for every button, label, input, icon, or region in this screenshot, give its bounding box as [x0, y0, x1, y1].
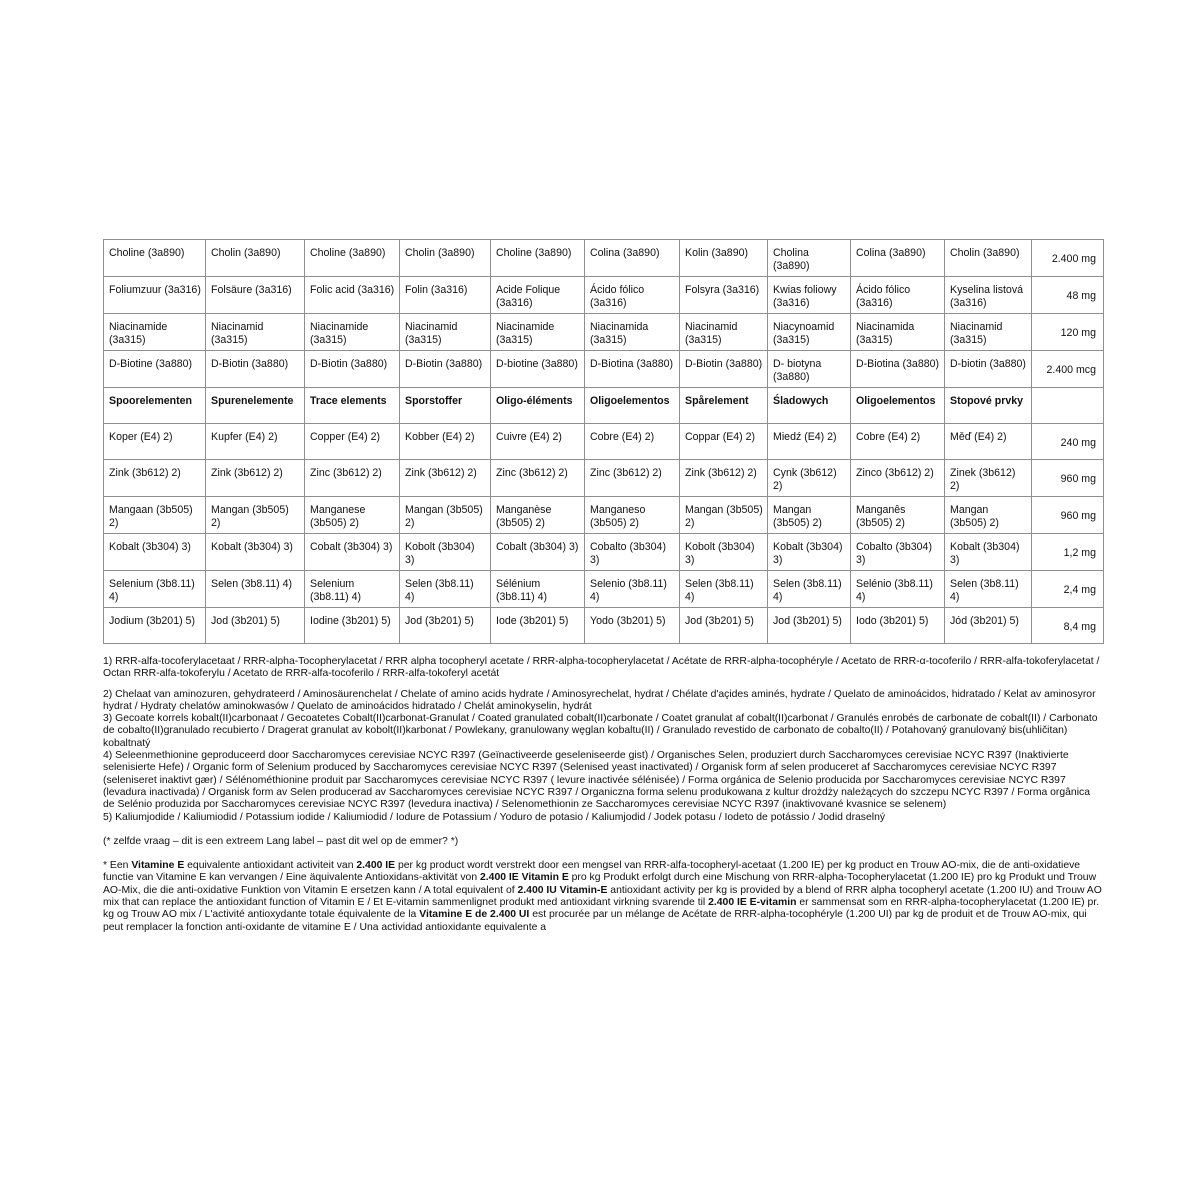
table-cell: Zinek (3b612) 2) — [945, 460, 1032, 497]
table-cell: Selenium (3b8.11) 4) — [305, 571, 400, 608]
table-row — [104, 571, 1104, 608]
table-cell: Choline (3a890) — [305, 240, 400, 277]
vitamin-e-note-emphasis: 2.400 IE Vitamin E — [480, 872, 569, 884]
table-cell: Selen (3b8.11) 4) — [680, 571, 768, 608]
table-row — [104, 277, 1104, 314]
table-cell: Zinc (3b612) 2) — [305, 460, 400, 497]
table-cell: Foliumzuur (3a316) — [104, 277, 206, 314]
table-cell: Cholin (3a890) — [206, 240, 305, 277]
table-cell: D-biotin (3a880) — [945, 351, 1032, 388]
vitamin-e-note-text: est procurée par un mélange de Acétate de RRR-alpha-tocophéryle (1.200 UI) par kg de produit et de Trouw AO-mix, qui peut remplacer la fonction anti-oxidante de vitamine E / Una actividad antioxidante equivalente a — [103, 909, 1087, 933]
table-cell: Manganeso (3b505) 2) — [585, 497, 680, 534]
vitamin-e-note-emphasis: Vitamine E — [131, 860, 185, 872]
vitamin-e-note-emphasis: 2.400 IU Vitamin-E — [517, 884, 608, 896]
amount-cell: 120 mg — [1032, 314, 1104, 351]
table-cell: Cobalto (3b304) 3) — [851, 534, 945, 571]
table-cell: Acide Folique (3a316) — [491, 277, 585, 314]
table-cell: Jod (3b201) 5) — [206, 608, 305, 644]
table-cell: Zinc (3b612) 2) — [585, 460, 680, 497]
vitamin-e-note — [103, 860, 1103, 934]
table-cell: Mangaan (3b505) 2) — [104, 497, 206, 534]
table-cell: Sélénium (3b8.11) 4) — [491, 571, 585, 608]
footnotes — [103, 656, 1103, 934]
table-cell: Cobre (E4) 2) — [585, 424, 680, 460]
table-cell: Iodo (3b201) 5) — [851, 608, 945, 644]
footnote-1: 1) RRR-alfa-tocoferylacetaat / RRR-alpha-Tocopherylacetat / RRR alpha tocopheryl acetate / RRR-alpha-tocopherylacetat / Acétate de RRR-alpha-tocophéryle / Acetato de RRR-α-tocoferilo / RRR-alfa-tokoferylacetat / Octan RRR-alfa-tokoferylu / Acetato de RRR-alfa-tocoferilo / RRR-alfa-tokoferyl acetát — [103, 656, 1100, 680]
vitamin-e-note-text: pro kg Produkt erfolgt durch eine Mischung von RRR-alpha-Tocopherylacetat (1.200 IE) pro kg Produkt und Trouw AO-Mix, die die anti-oxidative Funktion von Vitamin E ersetzen kann / A total equivalent of — [103, 872, 1097, 896]
vitamin-e-note-text: per kg product wordt verstrekt door een mengsel van RRR-alfa-tocopheryl-acetaat (1.200 IE) per kg product en Trouw AO-mix, die de anti-oxidatieve functie van Vitamine E kan vervangen / Eine äquivalente Antioxidans-aktivität von — [103, 860, 1081, 884]
table-cell: Mangan (3b505) 2) — [400, 497, 491, 534]
table-cell: Spurenelemente — [206, 388, 305, 424]
footnote-2: 2) Chelaat van aminozuren, gehydrateerd / Aminosäurenchelat / Chelate of amino acids hydrate / Aminosyrechelat, hydrat / Chélate d'açides aminés, hydrate / Quelato de aminoácidos, hidratado / Kelat av aminosyror hydrat / Hydraty chelatów aminokwasów / Quelato de aminoácidos hidratado / Chelát aminokyselin, hydrát — [103, 688, 1096, 712]
table-cell: Cobre (E4) 2) — [851, 424, 945, 460]
table-cell: Cobalt (3b304) 3) — [491, 534, 585, 571]
table-cell: Niacinamide (3a315) — [491, 314, 585, 351]
table-cell: Cobalto (3b304) 3) — [585, 534, 680, 571]
amount-cell: 2,4 mg — [1032, 571, 1104, 608]
table-cell: D-Biotine (3a880) — [104, 351, 206, 388]
table-row — [104, 534, 1104, 571]
table-cell: Selen (3b8.11) 4) — [400, 571, 491, 608]
table-cell: Niacinamide (3a315) — [305, 314, 400, 351]
table-cell: Mangan (3b505) 2) — [206, 497, 305, 534]
table-cell: Jod (3b201) 5) — [768, 608, 851, 644]
table-cell: Kobalt (3b304) 3) — [206, 534, 305, 571]
table-cell: Sporstoffer — [400, 388, 491, 424]
table-cell: Miedź (E4) 2) — [768, 424, 851, 460]
table-cell: Zink (3b612) 2) — [400, 460, 491, 497]
table-cell: Niacinamid (3a315) — [680, 314, 768, 351]
table-cell: Kwias foliowy (3a316) — [768, 277, 851, 314]
vitamin-e-note-text: er sammensat som en RRR-alpha-tocopherylacetat (1.200 IE) pr. kg og Trouw AO mix / L'activité antioxydante totale équivalente de la — [103, 897, 1100, 921]
table-cell: Selen (3b8.11) 4) — [768, 571, 851, 608]
vitamin-e-note-text: antioxidant activity per kg is provided by a blend of RRR alpha tocopheryl acetate (1.200 IU) and Trouw AO mix that can replace the antioxidant function of Vitamin E / Et E-vitamin sammenlignet produkt med antioxidant virkning svarende til — [103, 884, 1102, 909]
vitamin-e-note-text: * Een — [103, 860, 132, 872]
vitamin-e-note-emphasis: 2.400 IE — [356, 860, 396, 872]
table-cell: D-Biotina (3a880) — [851, 351, 945, 388]
table-cell: Manganese (3b505) 2) — [305, 497, 400, 534]
table-cell: Selen (3b8.11) 4) — [206, 571, 305, 608]
table-cell: Folsyra (3a316) — [680, 277, 768, 314]
table-cell: Colina (3a890) — [585, 240, 680, 277]
table-cell: Niacinamida (3a315) — [851, 314, 945, 351]
nutrient-table-body — [104, 240, 1104, 644]
table-cell: Folic acid (3a316) — [305, 277, 400, 314]
table-cell: Copper (E4) 2) — [305, 424, 400, 460]
table-cell: D-Biotina (3a880) — [585, 351, 680, 388]
nutrient-table — [103, 239, 1104, 644]
vitamin-e-note-emphasis: Vitamine E de 2.400 UI — [419, 909, 530, 921]
table-cell: Jod (3b201) 5) — [680, 608, 768, 644]
table-cell: Manganês (3b505) 2) — [851, 497, 945, 534]
table-cell: Trace elements — [305, 388, 400, 424]
table-row — [104, 608, 1104, 644]
table-cell: Niacinamid (3a315) — [945, 314, 1032, 351]
table-cell: Niacinamid (3a315) — [206, 314, 305, 351]
table-cell: Colina (3a890) — [851, 240, 945, 277]
amount-cell: 1,2 mg — [1032, 534, 1104, 571]
table-cell: Ácido fólico (3a316) — [851, 277, 945, 314]
amount-cell: 960 mg — [1032, 460, 1104, 497]
table-cell: Selenio (3b8.11) 4) — [585, 571, 680, 608]
table-cell: Mangan (3b505) 2) — [680, 497, 768, 534]
table-header-row — [104, 388, 1104, 424]
table-cell: Choline (3a890) — [491, 240, 585, 277]
table-cell: Kobalt (3b304) 3) — [945, 534, 1032, 571]
amount-cell: 2.400 mcg — [1032, 351, 1104, 388]
vitamin-e-note-emphasis: 2.400 IE E-vitamin — [708, 897, 797, 909]
table-row — [104, 240, 1104, 277]
label-document — [103, 239, 1103, 934]
table-cell: Coppar (E4) 2) — [680, 424, 768, 460]
table-cell: Kyselina listová (3a316) — [945, 277, 1032, 314]
table-cell: Yodo (3b201) 5) — [585, 608, 680, 644]
table-cell: Manganèse (3b505) 2) — [491, 497, 585, 534]
table-cell: Spoorelementen — [104, 388, 206, 424]
table-cell: Spårelement — [680, 388, 768, 424]
table-cell: Oligo-éléments — [491, 388, 585, 424]
table-row — [104, 460, 1104, 497]
amount-cell — [1032, 388, 1104, 424]
table-cell: Selenium (3b8.11) 4) — [104, 571, 206, 608]
table-cell: Niacinamida (3a315) — [585, 314, 680, 351]
table-cell: Cholin (3a890) — [945, 240, 1032, 277]
table-cell: Kobolt (3b304) 3) — [680, 534, 768, 571]
table-cell: Selénio (3b8.11) 4) — [851, 571, 945, 608]
vitamin-e-note-text: equivalente antioxidant activiteit van — [184, 860, 357, 872]
table-cell: Folsäure (3a316) — [206, 277, 305, 314]
table-cell: Koper (E4) 2) — [104, 424, 206, 460]
table-cell: D- biotyna (3a880) — [768, 351, 851, 388]
table-cell: Niacynoamid (3a315) — [768, 314, 851, 351]
table-cell: Niacinamid (3a315) — [400, 314, 491, 351]
table-cell: Cholin (3a890) — [400, 240, 491, 277]
editor-remark: (* zelfde vraag – dit is een extreem Lang label – past dit wel op de emmer? *) — [103, 835, 459, 847]
table-cell: Iodine (3b201) 5) — [305, 608, 400, 644]
table-cell: Cuivre (E4) 2) — [491, 424, 585, 460]
table-cell: Kolin (3a890) — [680, 240, 768, 277]
footnote-5: 5) Kaliumjodide / Kaliumiodid / Potassium iodide / Kaliumiodid / Iodure de Potassium / Yoduro de potasio / Kaliumjodid / Jodek potasu / Iodeto de potássio / Jodid draselný — [103, 811, 886, 823]
table-row — [104, 351, 1104, 388]
table-cell: Kobolt (3b304) 3) — [400, 534, 491, 571]
table-cell: Cholina (3a890) — [768, 240, 851, 277]
table-cell: Selen (3b8.11) 4) — [945, 571, 1032, 608]
table-cell: Iode (3b201) 5) — [491, 608, 585, 644]
table-cell: D-biotine (3a880) — [491, 351, 585, 388]
amount-cell: 8,4 mg — [1032, 608, 1104, 644]
table-cell: Kobber (E4) 2) — [400, 424, 491, 460]
table-cell: Zink (3b612) 2) — [206, 460, 305, 497]
table-cell: Śladowych — [768, 388, 851, 424]
table-cell: Cynk (3b612) 2) — [768, 460, 851, 497]
amount-cell: 240 mg — [1032, 424, 1104, 460]
table-row — [104, 497, 1104, 534]
table-cell: D-Biotin (3a880) — [680, 351, 768, 388]
table-cell: D-Biotin (3a880) — [400, 351, 491, 388]
table-cell: D-Biotin (3a880) — [305, 351, 400, 388]
table-cell: Folin (3a316) — [400, 277, 491, 314]
table-cell: Zink (3b612) 2) — [104, 460, 206, 497]
table-cell: Choline (3a890) — [104, 240, 206, 277]
table-cell: Jodium (3b201) 5) — [104, 608, 206, 644]
table-cell: Kobalt (3b304) 3) — [768, 534, 851, 571]
table-cell: Jód (3b201) 5) — [945, 608, 1032, 644]
footnote-4: 4) Seleenmethionine geproduceerd door Saccharomyces cerevisiae NCYC R397 (Geïnactiveerde geseleniseerde gist) / Organisches Selen, produziert durch Saccharomyces cerevisiae NCYC R397 (Inaktivierte selenisierte Hefe) / Organic form of Selenium produced by Saccharomyces cerevisiae NCYC R397 (Selenised yeast inactivated) / Organisk form af selen produceret af Saccharomyces cerevisiae NCYC R397 (seleniseret inaktivt gær) / Sélénométhionine produit par Saccharomyces cerevisiae NCYC R397 ( levure inactivée sélénisée) / Forma orgánica de Selenio producida por Saccharomyces cerevisiae NCYC R397 (levadura inactivada) / Organisk form av Selen producerad av Saccharomyces cerevisiae NCYC R397 / Organiczna forma selenu produkowana z kultur drożdży należących do szczepu NCYC R397 / Forma orgânica de Selénio produzida por Saccharomyces cerevisiae NCYC R397 (levedura inactiva) / Selenomethionin ze Saccharomyces cerevisiae NCYC R397 (inaktivované kvasnice se selenem) — [103, 750, 1090, 811]
table-cell: Mangan (3b505) 2) — [768, 497, 851, 534]
table-cell: Měď (E4) 2) — [945, 424, 1032, 460]
table-cell: Kupfer (E4) 2) — [206, 424, 305, 460]
table-cell: Oligoelementos — [585, 388, 680, 424]
table-cell: Niacinamide (3a315) — [104, 314, 206, 351]
footnote-3: 3) Gecoate korrels kobalt(II)carbonaat / Gecoatetes Cobalt(II)carbonat-Granulat / Coated granulated cobalt(II)carbonate / Coatet granulat af cobalt(II)carbonat / Granulés enrobés de carbonate de cobalt(II) / Carbonato de cobalto(II)granulado recubierto / Dragerat granulat av kobolt(II)karbonat / Powlekany, granulowany węglan kobaltu(II) / Granulado revestido de carbonato de cobalto(II) / Potahovaný granulovaný bis(uhličitan) kobaltnatý — [103, 713, 1098, 749]
table-cell: Zinc (3b612) 2) — [491, 460, 585, 497]
table-row — [104, 424, 1104, 460]
table-row — [104, 314, 1104, 351]
table-cell: Zinco (3b612) 2) — [851, 460, 945, 497]
table-cell: D-Biotin (3a880) — [206, 351, 305, 388]
amount-cell: 2.400 mg — [1032, 240, 1104, 277]
table-cell: Oligoelementos — [851, 388, 945, 424]
table-cell: Stopové prvky — [945, 388, 1032, 424]
table-cell: Cobalt (3b304) 3) — [305, 534, 400, 571]
amount-cell: 960 mg — [1032, 497, 1104, 534]
table-cell: Ácido fólico (3a316) — [585, 277, 680, 314]
table-cell: Kobalt (3b304) 3) — [104, 534, 206, 571]
amount-cell: 48 mg — [1032, 277, 1104, 314]
table-cell: Zink (3b612) 2) — [680, 460, 768, 497]
table-cell: Jod (3b201) 5) — [400, 608, 491, 644]
table-cell: Mangan (3b505) 2) — [945, 497, 1032, 534]
